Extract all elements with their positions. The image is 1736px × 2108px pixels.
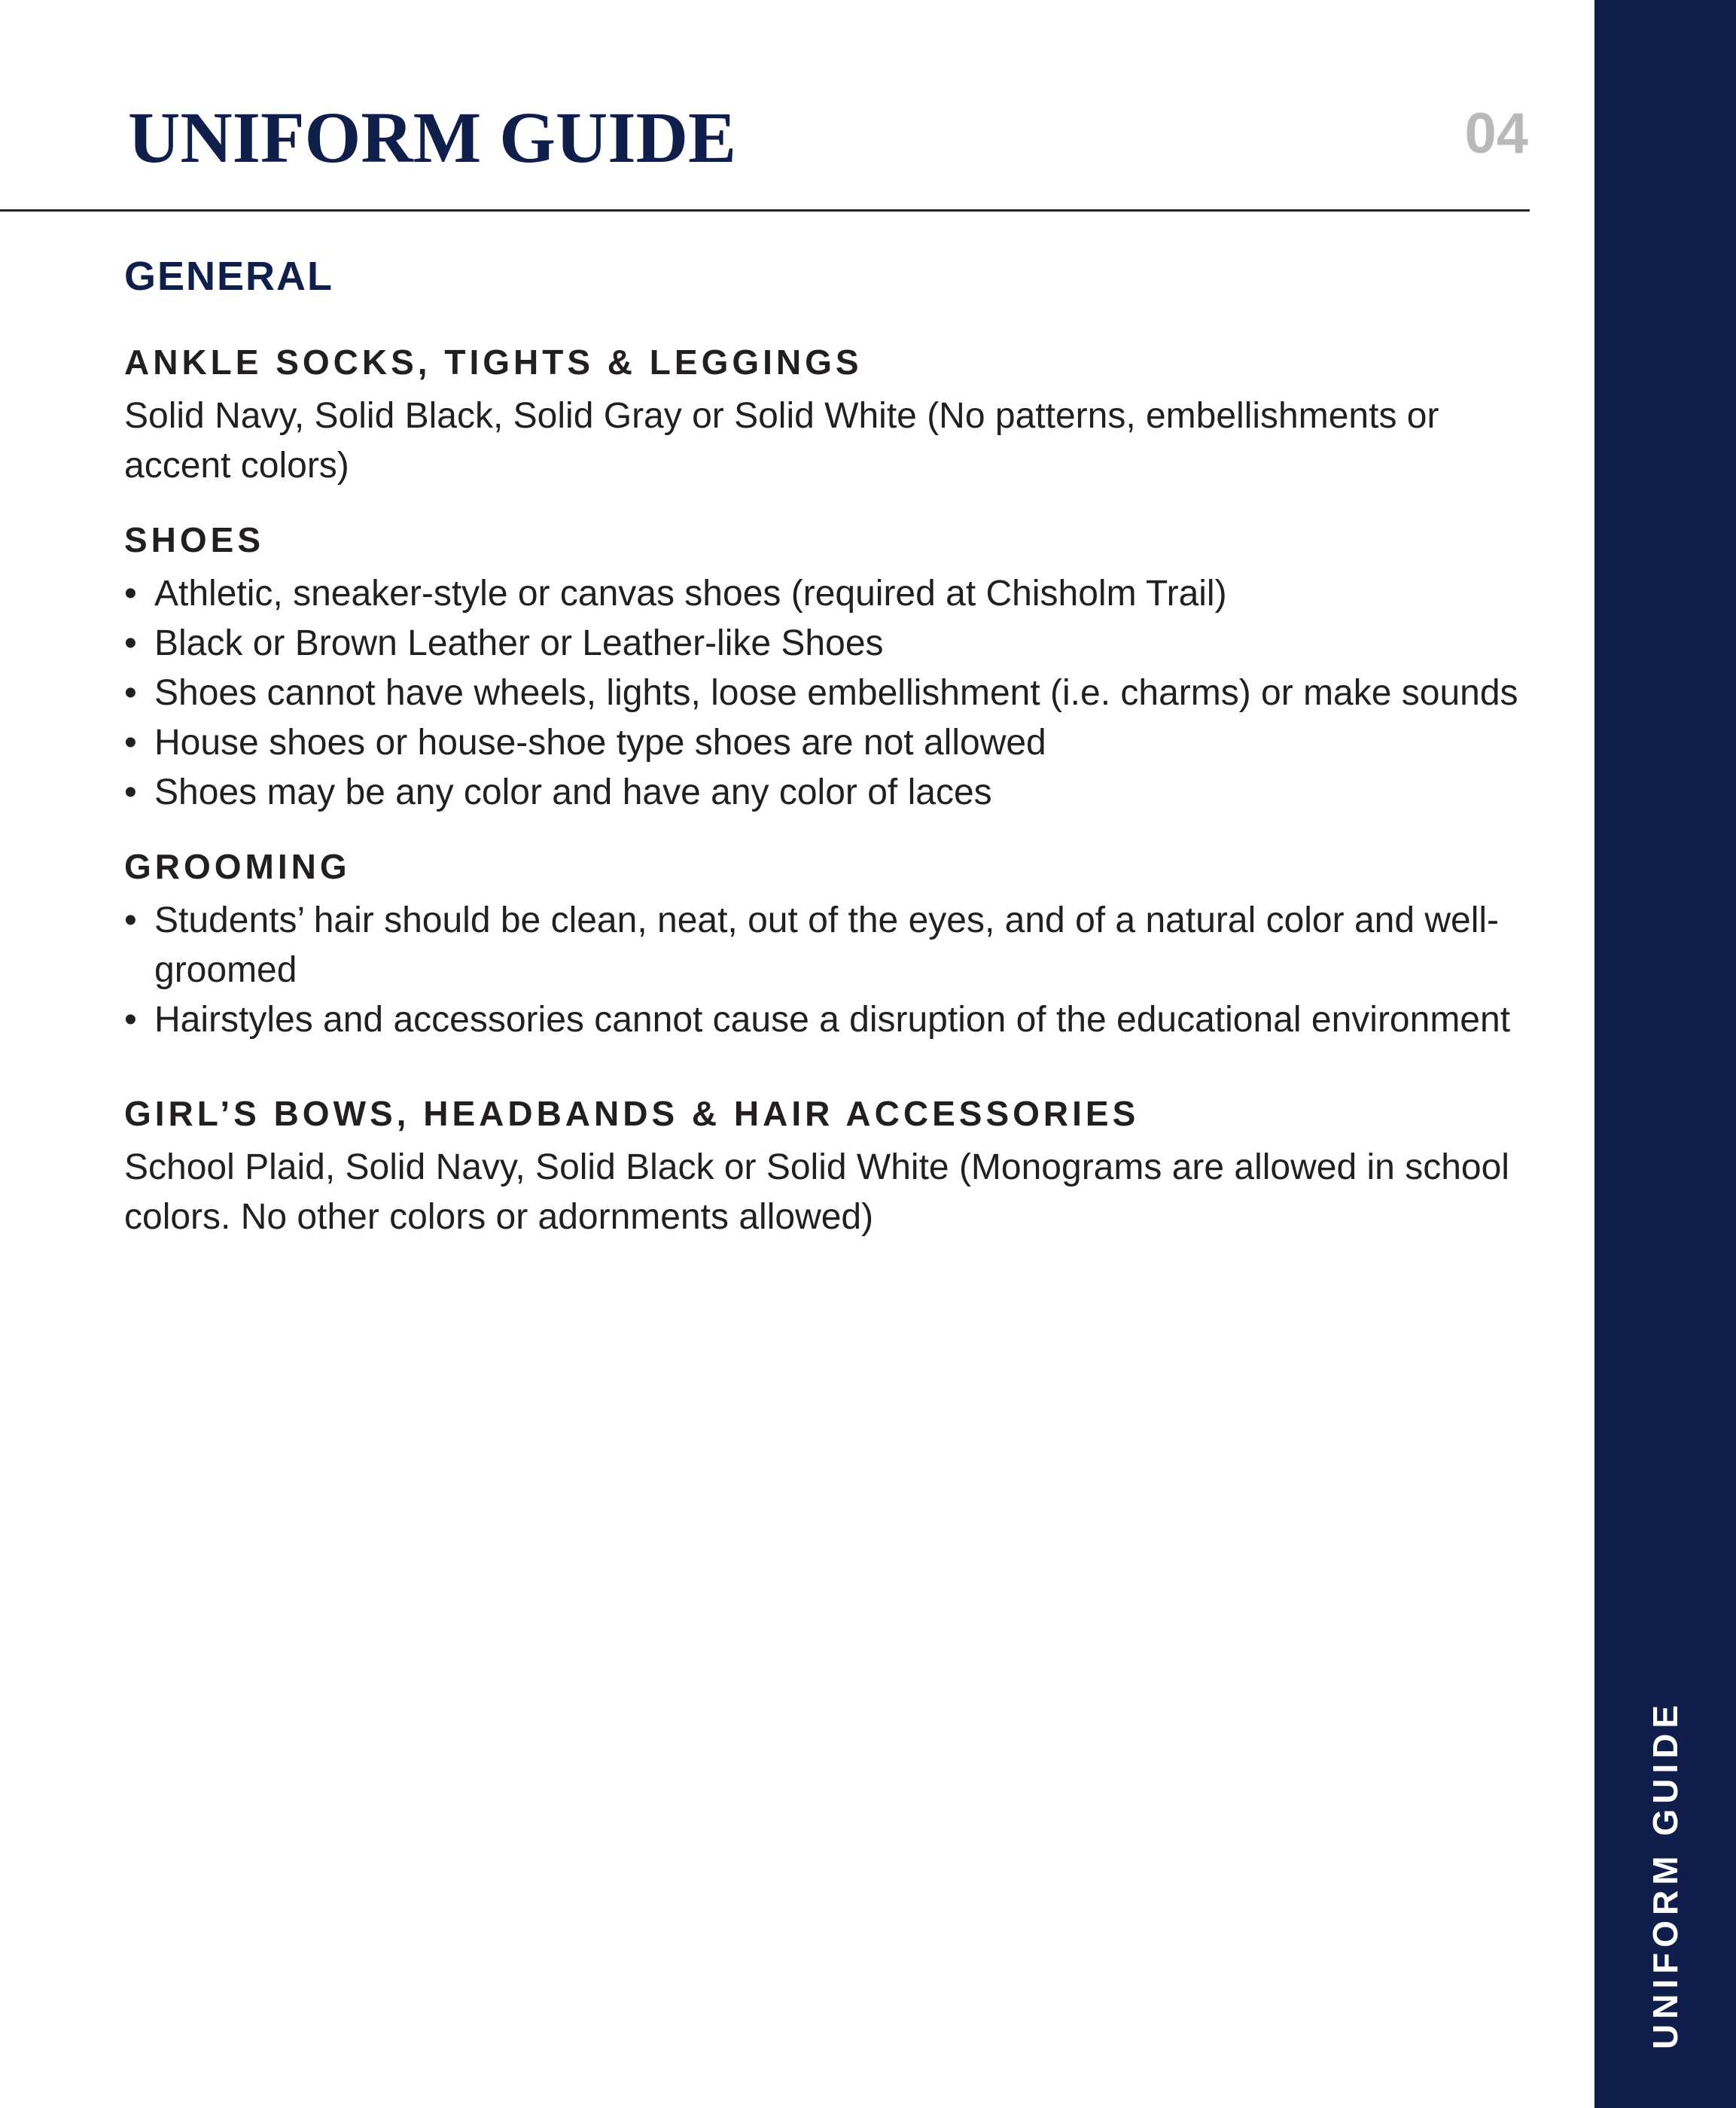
block-heading: ANKLE SOCKS, TIGHTS & LEGGINGS — [124, 342, 863, 382]
list-item-text: Shoes may be any color and have any color of laces — [154, 772, 992, 812]
grooming-list — [124, 896, 1524, 1045]
list-item — [124, 768, 1524, 818]
list-item-text: Students’ hair should be clean, neat, out of the eyes, and of a natural color and well-groomed — [154, 900, 1500, 991]
list-item — [124, 995, 1524, 1045]
shoes-block — [124, 516, 1524, 818]
bullet-icon: • — [124, 722, 137, 763]
bullet-icon: • — [124, 672, 137, 713]
section-title: GENERAL — [124, 254, 334, 299]
bullet-icon: • — [124, 772, 137, 812]
bullet-icon: • — [124, 573, 137, 614]
page-title: UNIFORM GUIDE — [128, 97, 736, 178]
list-item-text: House shoes or house-shoe type shoes are not allowed — [154, 722, 1046, 763]
bullet-icon: • — [124, 623, 137, 663]
shoes-list — [124, 569, 1524, 818]
socks-tights-leggings-block — [124, 339, 1524, 491]
page-number: 04 — [1464, 102, 1528, 166]
block-heading: SHOES — [124, 519, 265, 559]
list-item — [124, 569, 1524, 619]
bullet-icon: • — [124, 900, 137, 941]
list-item — [124, 669, 1524, 718]
list-item-text: Athletic, sneaker-style or canvas shoes (required at Chisholm Trail) — [154, 573, 1227, 614]
block-text: School Plaid, Solid Navy, Solid Black or Solid White (Monograms are allowed in school colors. No other colors or adornments allowed) — [124, 1147, 1509, 1238]
grooming-block — [124, 843, 1524, 1045]
title-divider — [0, 209, 1530, 212]
block-text: Solid Navy, Solid Black, Solid Gray or Solid White (No patterns, embellishments or accent colors) — [124, 395, 1439, 486]
list-item-text: Black or Brown Leather or Leather-like Shoes — [154, 623, 884, 663]
list-item-text: Shoes cannot have wheels, lights, loose embellishment (i.e. charms) or make sounds — [154, 672, 1518, 713]
list-item — [124, 896, 1524, 995]
bullet-icon: • — [124, 1000, 137, 1040]
main-content — [124, 252, 1524, 1268]
block-heading: GIRL’S BOWS, HEADBANDS & HAIR ACCESSORIES — [124, 1094, 1140, 1134]
hair-accessories-block — [124, 1090, 1524, 1242]
block-heading: GROOMING — [124, 846, 351, 886]
sidebar-label: UNIFORM GUIDE — [1646, 1699, 1685, 2050]
list-item-text: Hairstyles and accessories cannot cause a disruption of the educational environment — [154, 1000, 1511, 1040]
list-item — [124, 619, 1524, 669]
list-item — [124, 718, 1524, 768]
